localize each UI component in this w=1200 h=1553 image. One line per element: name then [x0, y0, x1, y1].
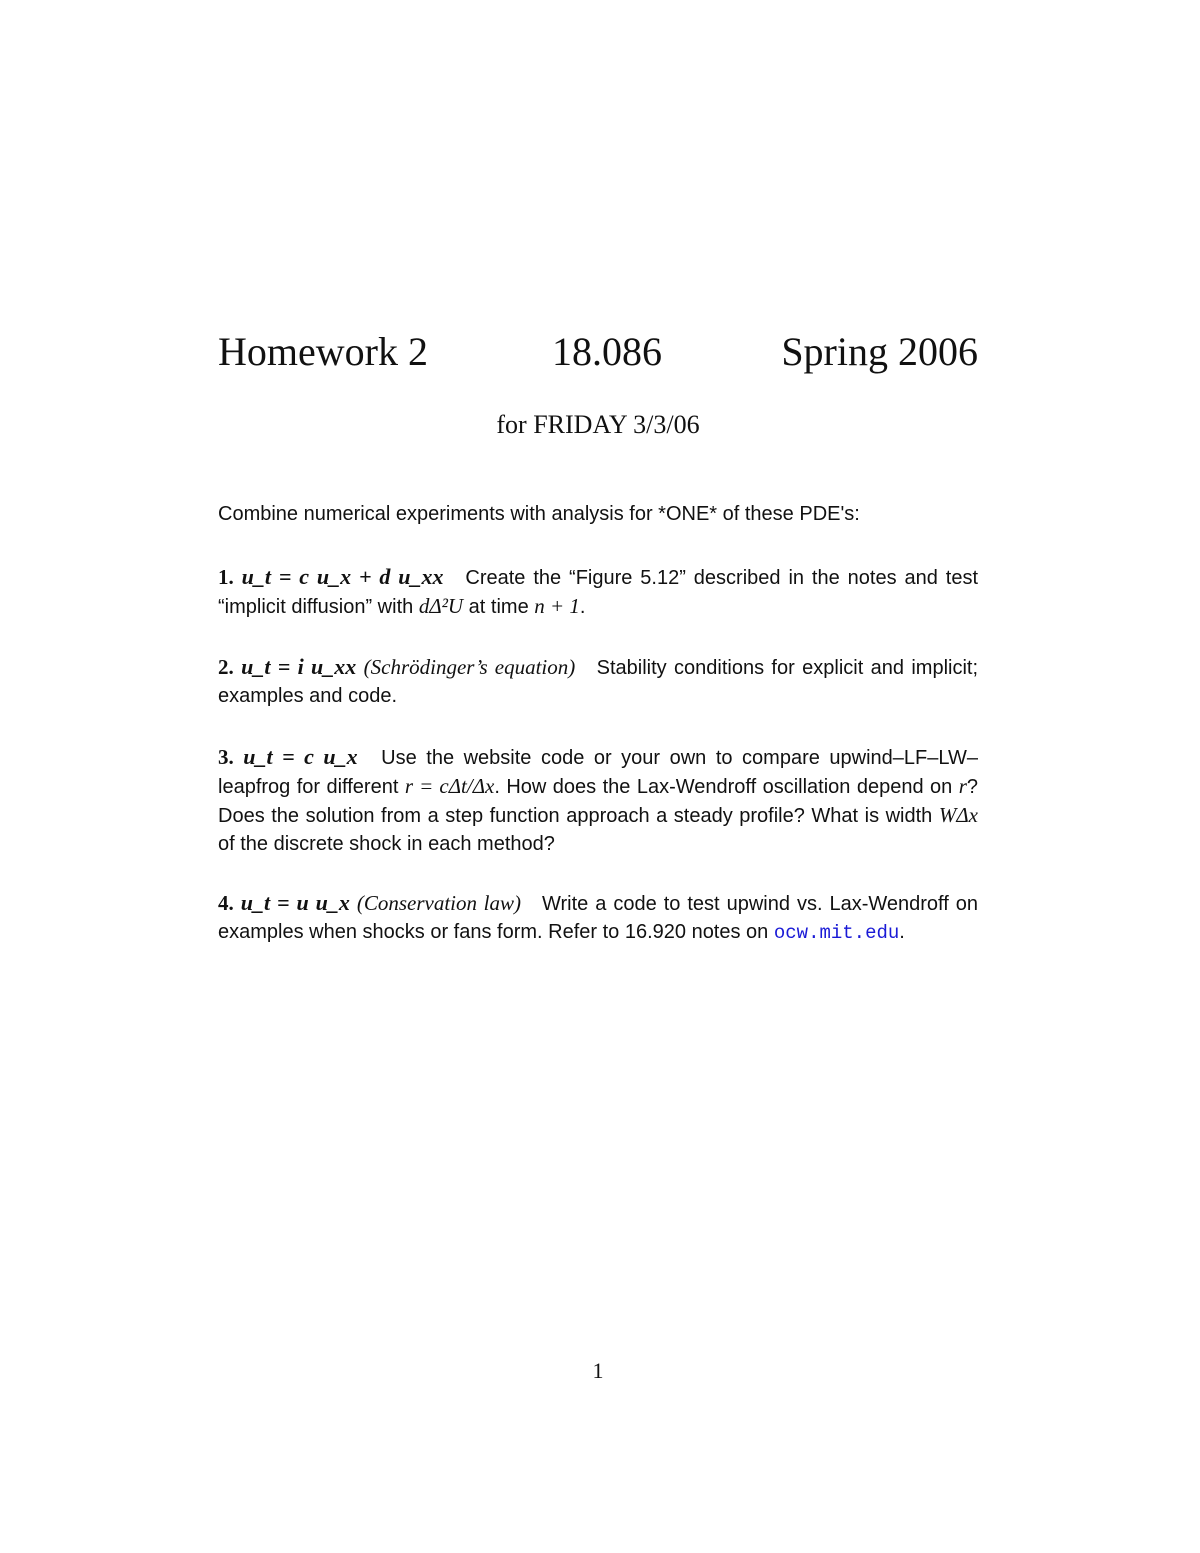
- intro-text: Combine numerical experiments with analysis for *ONE* of these PDE's:: [218, 503, 860, 525]
- equation-name: (Conservation law): [356, 891, 522, 915]
- equation-name: (Schrödinger’s equation): [363, 655, 576, 679]
- term: Spring 2006: [781, 329, 978, 374]
- problem-text: of the discrete shock in each method?: [218, 833, 555, 855]
- problem-math: r: [958, 774, 967, 798]
- problem-text: Stability conditions for explicit and implicit; examples and code.: [218, 657, 979, 707]
- problem-math: r = cΔt/Δx: [404, 774, 495, 798]
- problem-text: Use the website code or your own to compare upwind–LF–LW–leapfrog for different: [218, 747, 979, 798]
- problem-1: [218, 563, 978, 621]
- course-number: 18.086: [552, 329, 662, 374]
- problem-3: [218, 743, 978, 858]
- problem-math: WΔx: [938, 803, 978, 827]
- equation: u_t = c u_x + d u_xx: [241, 564, 444, 589]
- problem-number: 2.: [218, 655, 234, 679]
- homework-title: Homework 2: [218, 329, 428, 374]
- problem-math: dΔ²U: [418, 594, 464, 618]
- equation: u_t = c u_x: [243, 744, 358, 769]
- ocw-link[interactable]: ocw.mit.edu: [773, 922, 900, 944]
- problem-4: [218, 889, 978, 947]
- problem-number: 3.: [218, 745, 234, 769]
- problem-text: at time: [463, 596, 535, 618]
- equation: u_t = i u_xx: [241, 654, 357, 679]
- title-row: [218, 328, 978, 378]
- problem-number: 4.: [218, 891, 234, 915]
- page-number: 1: [592, 1358, 604, 1383]
- equation: u_t = u u_x: [240, 890, 350, 915]
- problem-text: .: [899, 921, 905, 943]
- problem-number: 1.: [218, 565, 234, 589]
- problem-math: n + 1: [534, 594, 580, 618]
- problem-2: [218, 653, 978, 710]
- due-date: for FRIDAY 3/3/06: [496, 410, 700, 439]
- problem-text: Create the “Figure 5.12” described in the notes and test “implicit diffusion” with: [218, 567, 978, 618]
- problem-text: Write a code to test upwind vs. Lax-Wendroff on examples when shocks or fans form. Refer to 16.920 notes on: [218, 893, 979, 943]
- problem-text: .: [579, 596, 586, 618]
- problem-text: ? Does the solution from a step function approach a steady profile? What is width: [218, 776, 978, 827]
- problem-text: . How does the Lax-Wendroff oscillation depend on: [494, 776, 959, 798]
